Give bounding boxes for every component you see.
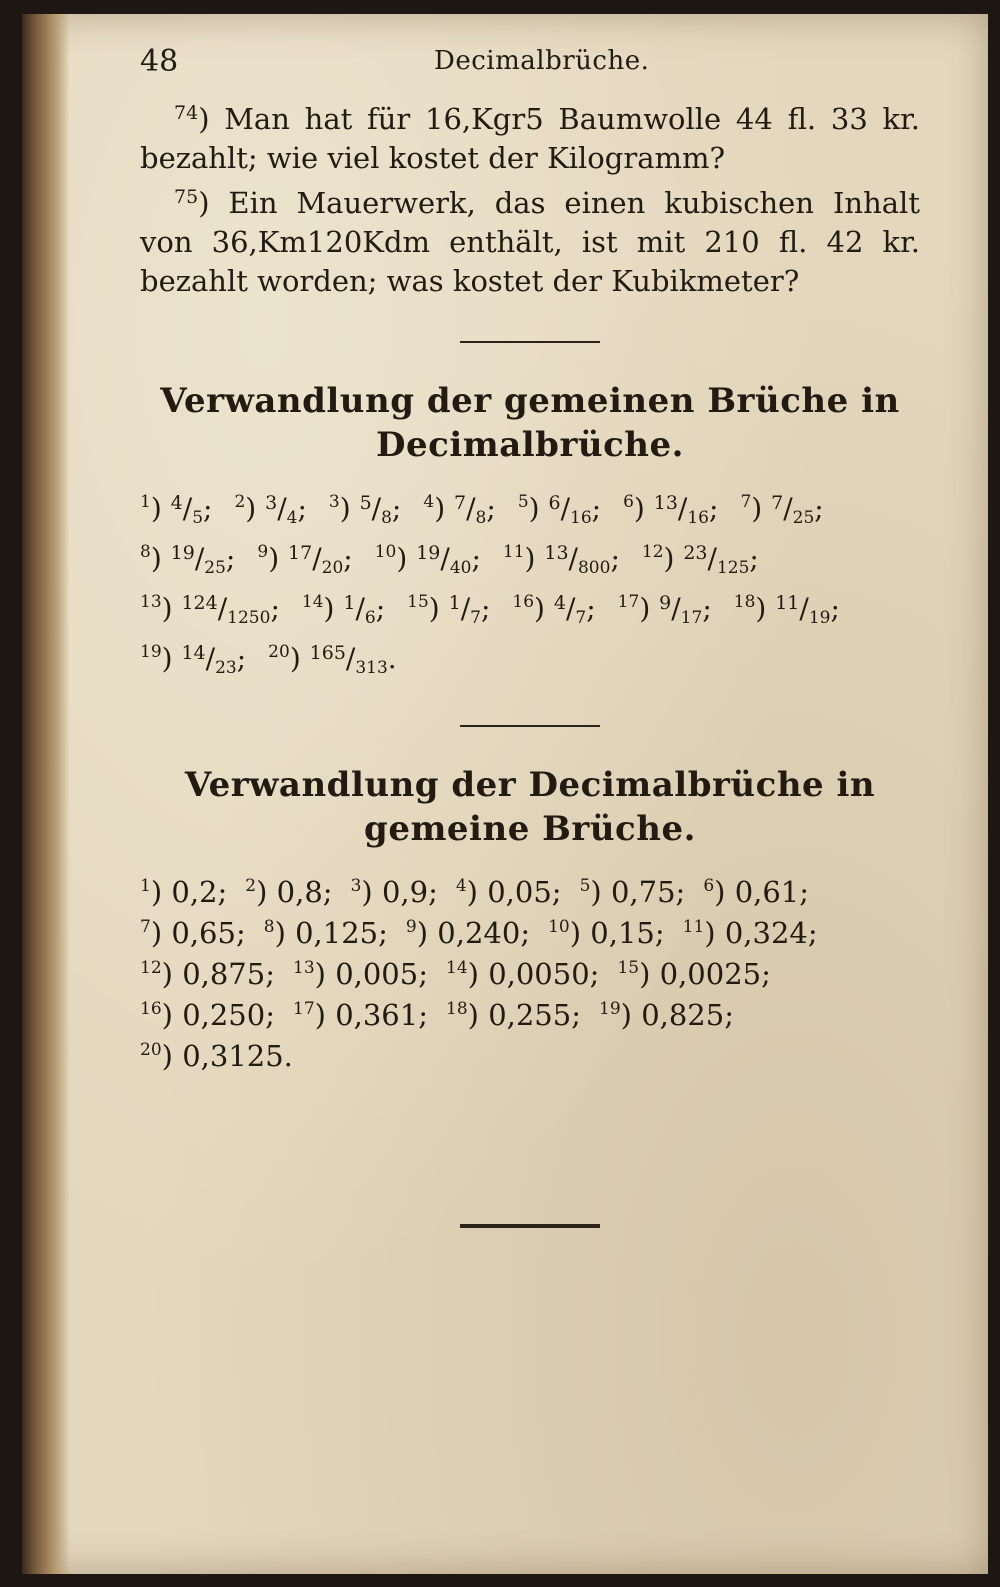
section-divider xyxy=(460,725,600,727)
decimal-value: 0,05 xyxy=(487,875,552,909)
item-number: 5 xyxy=(579,876,591,896)
item-number: 11 xyxy=(682,917,705,937)
denominator: 7 xyxy=(470,608,481,628)
numerator: 4 xyxy=(170,492,183,514)
numerator: 23 xyxy=(683,542,708,564)
numerator: 7 xyxy=(454,492,467,514)
numerator: 1 xyxy=(448,592,461,614)
item-number: 19 xyxy=(599,999,621,1019)
fraction-item: $^{17}$) $^9$/17; xyxy=(617,592,712,628)
decimal-value: 0,255 xyxy=(488,998,572,1032)
item-number: 13 xyxy=(140,592,162,612)
decimal-value: 0,361 xyxy=(335,998,419,1032)
denominator: 125 xyxy=(716,558,750,578)
fraction-item: $^{13}$) $^{124}$/1250; xyxy=(140,592,280,628)
denominator: 40 xyxy=(449,558,472,578)
section-title-fractions-to-decimals: Verwandlung der gemeinen Brüche in Decimalbrüche. xyxy=(160,381,900,465)
problem-text: ) Ein Mauerwerk, das einen kubischen Inhalt von 36,Km120Kdm enthält, ist mit 210 fl. 42 kr. bezahlt worden; was kostet der Kubikmeter? xyxy=(140,186,920,298)
item-number: 3 xyxy=(328,492,340,512)
item-number: 10 xyxy=(548,917,570,937)
item-number: 12 xyxy=(641,542,664,562)
decimal-item: $^4$) 0,05; xyxy=(455,875,562,909)
decimal-item: $^{19}$) 0,825; xyxy=(599,998,734,1032)
running-title: Decimalbrüche. xyxy=(434,46,650,76)
item-number: 9 xyxy=(405,917,417,937)
denominator: 4 xyxy=(286,508,298,528)
fraction-item: $^6$) $^{13}$/16; xyxy=(623,492,719,528)
decimal-value: 0,005 xyxy=(335,957,419,991)
item-number: 18 xyxy=(446,999,468,1019)
decimal-item: $^8$) 0,125; xyxy=(263,916,388,950)
denominator: 20 xyxy=(321,558,344,578)
page-content xyxy=(140,44,920,1264)
denominator: 25 xyxy=(792,508,815,528)
decimal-item: $^{11}$) 0,324; xyxy=(682,916,818,950)
decimal-value: 0,2 xyxy=(171,875,218,909)
decimal-item: $^{18}$) 0,255; xyxy=(446,998,581,1032)
denominator: 16 xyxy=(570,508,592,528)
numerator: 5 xyxy=(359,492,372,514)
numerator: 1 xyxy=(343,592,356,614)
item-number: 19 xyxy=(140,642,162,662)
decimal-item: $^3$) 0,9; xyxy=(350,875,438,909)
numerator: 6 xyxy=(548,492,561,514)
section-title-decimals-to-fractions: Verwandlung der Decimalbrüche in gemeine Brüche. xyxy=(184,765,876,849)
section-divider xyxy=(460,341,600,343)
item-number: 7 xyxy=(140,917,151,937)
numerator: 9 xyxy=(659,592,672,614)
item-number: 14 xyxy=(446,958,468,978)
numerator: 13 xyxy=(653,492,678,514)
item-number: 15 xyxy=(617,958,640,978)
fraction-item: $^9$) $^{17}$/20; xyxy=(257,542,353,578)
item-number: 1 xyxy=(140,492,151,512)
problem-75 xyxy=(140,178,920,301)
decimal-item: $^5$) 0,75; xyxy=(579,875,686,909)
denominator: 8 xyxy=(475,508,487,528)
fraction-item: $^4$) $^7$/8; xyxy=(423,492,496,528)
fraction-item: $^{12}$) $^{23}$/125; xyxy=(641,542,759,578)
item-number: 14 xyxy=(301,592,324,612)
decimal-item: $^{13}$) 0,005; xyxy=(293,957,428,991)
exercise-list-decimals xyxy=(140,869,920,1074)
item-number: 8 xyxy=(140,542,151,562)
numerator: 7 xyxy=(771,492,784,514)
item-number: 8 xyxy=(263,917,275,937)
item-number: 6 xyxy=(703,876,715,896)
fraction-item: $^7$) $^7$/25; xyxy=(740,492,824,528)
item-number: 6 xyxy=(623,492,634,512)
decimal-item: $^2$) 0,8; xyxy=(245,875,333,909)
numerator: 11 xyxy=(775,592,800,614)
denominator: 5 xyxy=(192,508,204,528)
numerator: 19 xyxy=(416,542,441,564)
denominator: 7 xyxy=(575,608,587,628)
item-number: 16 xyxy=(140,999,162,1019)
numerator: 3 xyxy=(265,492,278,514)
numerator: 17 xyxy=(288,542,313,564)
denominator: 8 xyxy=(381,508,392,528)
item-number: 7 xyxy=(740,492,752,512)
decimal-item: $^9$) 0,240; xyxy=(405,916,531,950)
decimal-value: 0,240 xyxy=(437,916,521,950)
denominator: 17 xyxy=(680,608,703,628)
decimal-value: 0,65 xyxy=(171,916,236,950)
fraction-item: $^{18}$) $^{11}$/19; xyxy=(733,592,840,628)
item-number: 9 xyxy=(257,542,269,562)
fraction-item: $^{19}$) $^{14}$/23; xyxy=(140,642,247,678)
denominator: 1250 xyxy=(227,608,271,628)
fraction-item: $^2$) $^3$/4; xyxy=(234,492,307,528)
decimal-value: 0,0050 xyxy=(488,957,590,991)
numerator: 19 xyxy=(170,542,195,564)
numerator: 165 xyxy=(309,642,346,664)
decimal-item: $^{15}$) 0,0025; xyxy=(617,957,771,991)
item-number: 3 xyxy=(350,876,362,896)
decimal-value: 0,875 xyxy=(182,957,266,991)
decimal-item: $^{12}$) 0,875; xyxy=(140,957,275,991)
fraction-item: $^5$) $^6$/16; xyxy=(517,492,602,528)
decimal-value: 0,15 xyxy=(590,916,655,950)
fraction-item: $^1$) $^4$/5; xyxy=(140,492,213,528)
fraction-item: $^{16}$) $^4$/7; xyxy=(512,592,596,628)
numerator: 13 xyxy=(544,542,569,564)
problem-number: 75 xyxy=(174,186,199,208)
numerator: 4 xyxy=(553,592,566,614)
numerator: 14 xyxy=(181,642,206,664)
item-number: 10 xyxy=(374,542,397,562)
item-number: 12 xyxy=(140,958,162,978)
item-number: 16 xyxy=(512,592,535,612)
fraction-item: $^3$) $^5$/8; xyxy=(328,492,402,528)
denominator: 6 xyxy=(364,608,376,628)
decimal-item: $^{14}$) 0,0050; xyxy=(446,957,600,991)
decimal-item: $^7$) 0,65; xyxy=(140,916,246,950)
decimal-item: $^{20}$) 0,3125. xyxy=(140,1039,293,1073)
problem-text: ) Man hat für 16,Kgr5 Baumwolle 44 fl. 33 kr. bezahlt; wie viel kostet der Kilogramm? xyxy=(140,102,920,175)
denominator: 800 xyxy=(577,558,611,578)
denominator: 19 xyxy=(808,608,831,628)
decimal-value: 0,3125 xyxy=(182,1039,284,1073)
problem-74 xyxy=(140,94,920,178)
decimal-value: 0,75 xyxy=(610,875,676,909)
denominator: 16 xyxy=(687,508,709,528)
decimal-item: $^{17}$) 0,361; xyxy=(293,998,428,1032)
fraction-item: $^{14}$) $^1$/6; xyxy=(301,592,386,628)
item-number: 20 xyxy=(268,642,290,662)
item-number: 18 xyxy=(733,592,756,612)
exercise-list-fractions xyxy=(140,485,920,685)
decimal-value: 0,125 xyxy=(295,916,379,950)
item-number: 2 xyxy=(234,492,246,512)
fraction-item: $^{20}$) $^{165}$/313. xyxy=(268,642,397,678)
numerator: 124 xyxy=(181,592,218,614)
decimal-item: $^1$) 0,2; xyxy=(140,875,228,909)
item-number: 4 xyxy=(423,492,435,512)
item-number: 1 xyxy=(140,876,151,896)
item-number: 17 xyxy=(293,999,315,1019)
book-binding xyxy=(22,14,70,1574)
decimal-value: 0,825 xyxy=(641,998,725,1032)
fraction-item: $^{11}$) $^{13}$/800; xyxy=(502,542,620,578)
item-number: 17 xyxy=(617,592,640,612)
running-head xyxy=(140,44,920,94)
item-number: 5 xyxy=(517,492,529,512)
denominator: 23 xyxy=(215,658,237,678)
decimal-item: $^6$) 0,61; xyxy=(703,875,810,909)
fraction-item: $^{15}$) $^1$/7; xyxy=(407,592,491,628)
decimal-item: $^{10}$) 0,15; xyxy=(548,916,665,950)
denominator: 313 xyxy=(355,658,388,678)
problem-number: 74 xyxy=(174,102,199,124)
decimal-item: $^{16}$) 0,250; xyxy=(140,998,275,1032)
item-number: 4 xyxy=(455,876,467,896)
decimal-value: 0,8 xyxy=(276,875,323,909)
decimal-value: 0,324 xyxy=(724,916,808,950)
page-number: 48 xyxy=(140,44,179,79)
item-number: 15 xyxy=(407,592,429,612)
decimal-value: 0,9 xyxy=(381,875,429,909)
denominator: 25 xyxy=(204,558,226,578)
fraction-item: $^8$) $^{19}$/25; xyxy=(140,542,236,578)
fraction-item: $^{10}$) $^{19}$/40; xyxy=(374,542,481,578)
decimal-value: 0,0025 xyxy=(659,957,762,991)
item-number: 11 xyxy=(502,542,525,562)
item-number: 2 xyxy=(245,876,257,896)
item-number: 20 xyxy=(140,1040,162,1060)
end-rule xyxy=(460,1224,600,1228)
decimal-value: 0,250 xyxy=(182,998,266,1032)
item-number: 13 xyxy=(293,958,315,978)
decimal-value: 0,61 xyxy=(734,875,800,909)
